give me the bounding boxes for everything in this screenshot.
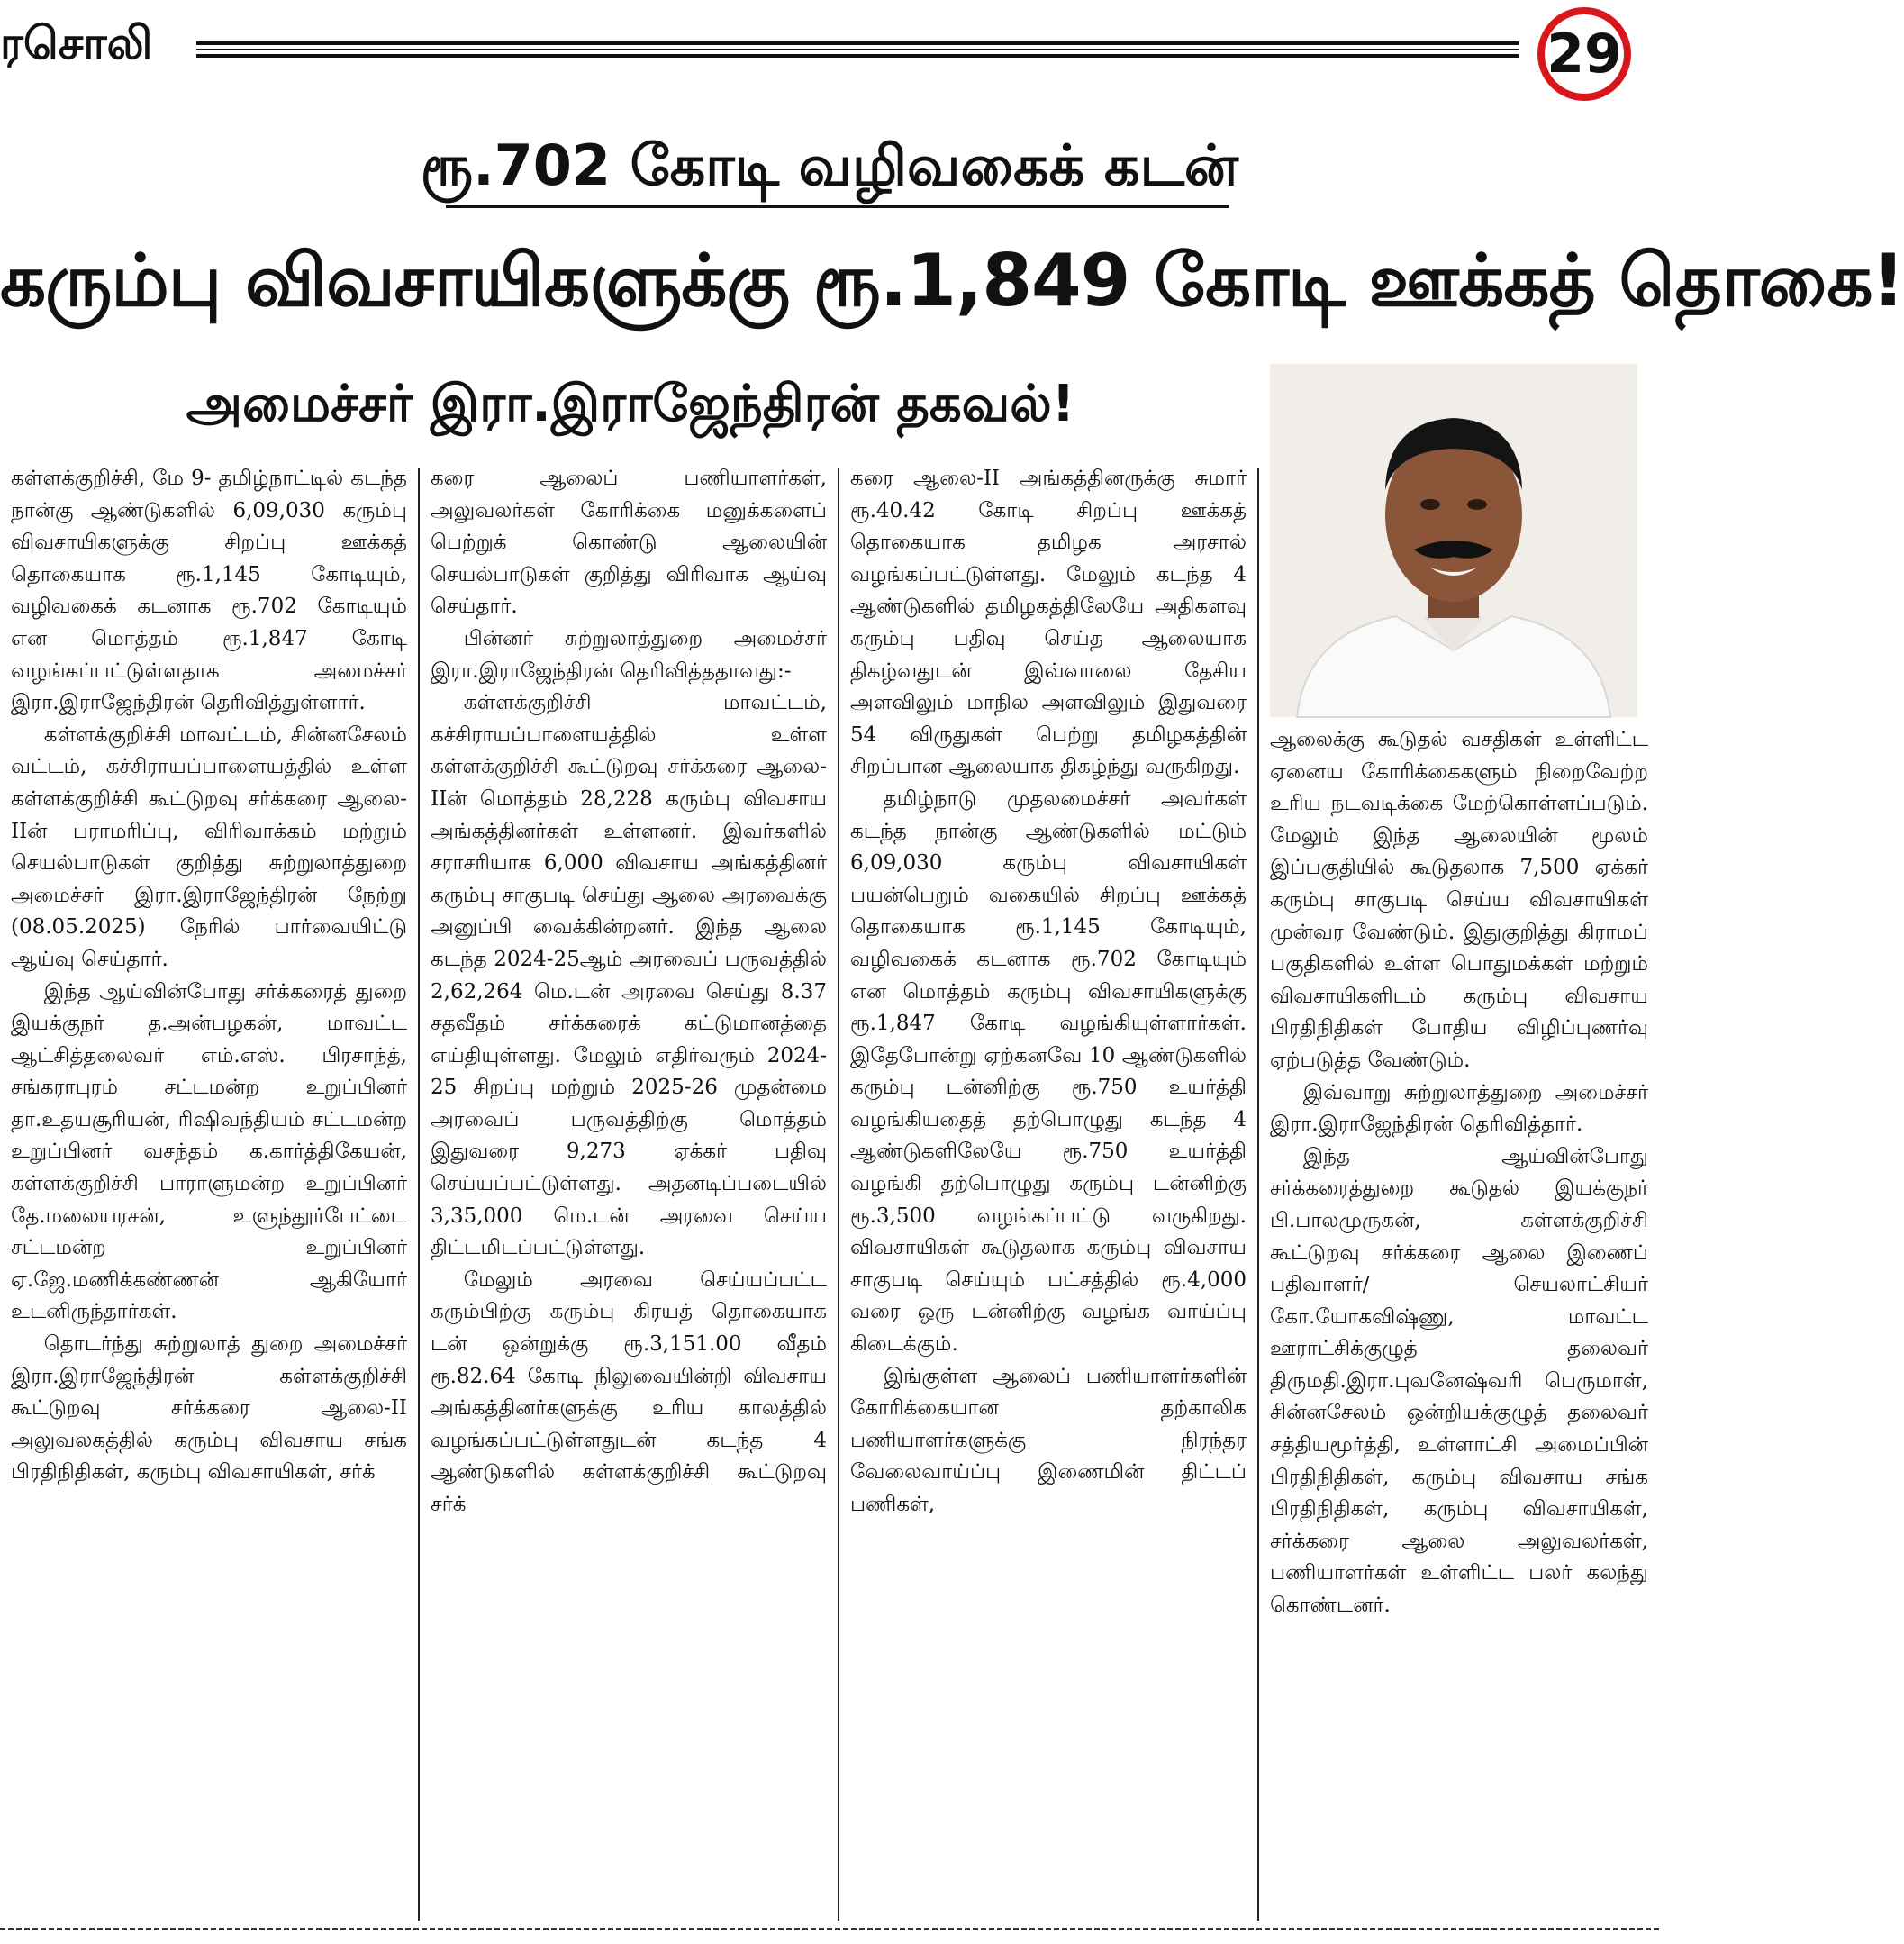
paragraph: கரை ஆலைப் பணியாளர்கள், அலுவலர்கள் கோரிக்கை மனுக்களைப் பெற்றுக் கொண்டு ஆலையின் செயல்பாடுகள் குறித்து விரிவாக ஆய்வு செய்தார். xyxy=(431,467,827,619)
column-divider xyxy=(418,468,420,1921)
article-headline: கரும்பு விவசாயிகளுக்கு ரூ.1,849 கோடி ஊக்கத் தொகை! xyxy=(0,239,1904,322)
paragraph: ஆலைக்கு கூடுதல் வசதிகள் உள்ளிட்ட ஏனைய கோரிக்கைகளும் நிறைவேற்ற உரிய நடவடிக்கை மேற்கொள்ளப்படும். மேலும் இந்த ஆலையின் மூலம் இப்பகுதியில் கூடுதலாக 7,500 ஏக்கர் கரும்பு சாகுபடி செய்ய விவசாயிகள் முன்வர வேண்டும். இதுகுறித்து கிராமப் பகுதிகளில் உள்ள பொதுமக்கள் மற்றும் விவசாயிகளிடம் கரும்பு விவசாய பிரதிநிதிகள் போதிய விழிப்புணர்வு ஏற்படுத்த வேண்டும். xyxy=(1270,728,1648,1072)
newspaper-name: ரசொலி xyxy=(0,17,153,69)
article-kicker: ரூ.702 கோடி வழிவகைக் கடன் xyxy=(420,132,1239,198)
article-column-1 xyxy=(11,463,407,1921)
column-divider xyxy=(1257,468,1259,1921)
page-bottom-rule xyxy=(0,1928,1659,1930)
page-number-badge: 29 xyxy=(1537,7,1631,101)
paragraph: கள்ளக்குறிச்சி, மே 9- தமிழ்நாட்டில் கடந்த நான்கு ஆண்டுகளில் 6,09,030 கரும்பு விவசாயிகளுக்கு சிறப்பு ஊக்கத் தொகையாக ரூ.1,145 கோடியும், வழிவகைக் கடனாக ரூ.702 கோடியும் என மொத்தம் ரூ.1,847 கோடி வழங்கப்பட்டுள்ளதாக அமைச்சர் இரா.இராஜேந்திரன் தெரிவித்துள்ளார். xyxy=(11,467,407,715)
paragraph: இந்த ஆய்வின்போது சர்க்கரைத்துறை கூடுதல் இயக்குநர் பி.பாலமுருகன், கள்ளக்குறிச்சி கூட்டுறவு சர்க்கரை ஆலை இணைப் பதிவாளர்/ செயலாட்சியர் கோ.யோகவிஷ்ணு, மாவட்ட ஊராட்சிக்குழுத் தலைவர் திருமதி.இரா.புவனேஷ்வரி பெருமாள், சின்னசேலம் ஒன்றியக்குழுத் தலைவர் சத்தியமூர்த்தி, உள்ளாட்சி அமைப்பின் பிரதிநிதிகள், கரும்பு விவசாய சங்க பிரதிநிதிகள், கரும்பு விவசாயிகள், சர்க்கரை ஆலை அலுவலர்கள், பணியாளர்கள் உள்ளிட்ட பலர் கலந்து கொண்டனர். xyxy=(1270,1144,1648,1618)
kicker-underline xyxy=(446,205,1229,208)
paragraph: தமிழ்நாடு முதலமைச்சர் அவர்கள் கடந்த நான்கு ஆண்டுகளில் மட்டும் 6,09,030 கரும்பு விவசாயிகள் பயன்பெறும் வகையில் சிறப்பு ஊக்கத் தொகையாக ரூ.1,145 கோடியும், வழிவகைக் கடனாக ரூ.702 கோடியும் என மொத்தம் கரும்பு விவசாயிகளுக்கு ரூ.1,847 கோடி வழங்கியுள்ளார்கள். இதேபோன்று ஏற்கனவே 10 ஆண்டுகளில் கரும்பு டன்னிற்கு ரூ.750 உயர்த்தி வழங்கியதைத் தற்பொழுது கடந்த 4 ஆண்டுகளிலேயே ரூ.750 உயர்த்தி வழங்கி தற்பொழுது கரும்பு டன்னிற்கு ரூ.3,500 வழங்கப்பட்டு வருகிறது. விவசாயிகள் கூடுதலாக கரும்பு விவசாய சாகுபடி செய்யும் பட்சத்தில் ரூ.4,000 வரை ஒரு டன்னிற்கு வழங்க வாய்ப்பு கிடைக்கும். xyxy=(850,786,1247,1357)
paragraph: இவ்வாறு சுற்றுலாத்துறை அமைச்சர் இரா.இராஜேந்திரன் தெரிவித்தார். xyxy=(1270,1080,1648,1137)
masthead xyxy=(0,0,1659,99)
paragraph: கள்ளக்குறிச்சி மாவட்டம், கச்சிராயப்பாளையத்தில் உள்ள கள்ளக்குறிச்சி கூட்டுறவு சர்க்கரை ஆலை-IIன் மொத்தம் 28,228 கரும்பு விவசாய அங்கத்தினர்கள் உள்ளனர். இவர்களில் சராசரியாக 6,000 விவசாய அங்கத்தினர் கரும்பு சாகுபடி செய்து ஆலை அரவைக்கு அனுப்பி வைக்கின்றனர். இந்த ஆலை கடந்த 2024-25ஆம் அரவைப் பருவத்தில் 2,62,264 மெ.டன் அரவை செய்து 8.37 சதவீதம் சர்க்கரைக் கட்டுமானத்தை எய்தியுள்ளது. மேலும் எதிர்வரும் 2024-25 சிறப்பு மற்றும் 2025-26 முதன்மை அரவைப் பருவத்திற்கு மொத்தம் இதுவரை 9,273 ஏக்கர் பதிவு செய்யப்பட்டுள்ளது. அதனடிப்படையில் 3,35,000 மெ.டன் அரவை செய்ய திட்டமிடப்பட்டுள்ளது. xyxy=(431,691,827,1260)
article-column-3 xyxy=(850,463,1247,1921)
article-subhead: அமைச்சர் இரா.இராஜேந்திரன் தகவல்! xyxy=(186,375,1075,433)
masthead-rules xyxy=(196,41,1519,61)
article-column-4 xyxy=(1270,724,1648,1921)
portrait-illustration xyxy=(1270,364,1637,717)
paragraph: இங்குள்ள ஆலைப் பணியாளர்களின் கோரிக்கையான தற்காலிக பணியாளர்களுக்கு நிரந்தர வேலைவாய்ப்பு இணைமின் திட்டப் பணிகள், xyxy=(850,1364,1247,1516)
paragraph: தொடர்ந்து சுற்றுலாத் துறை அமைச்சர் இரா.இராஜேந்திரன் கள்ளக்குறிச்சி கூட்டுறவு சர்க்கரை ஆலை-II அலுவலகத்தில் கரும்பு விவசாய சங்க பிரதிநிதிகள், கரும்பு விவசாயிகள், சர்க் xyxy=(11,1332,407,1485)
column-divider xyxy=(838,468,839,1921)
article-column-2 xyxy=(431,463,827,1921)
paragraph: கரை ஆலை-II அங்கத்தினருக்கு சுமார் ரூ.40.42 கோடி சிறப்பு ஊக்கத் தொகையாக தமிழக அரசால் வழங்கப்பட்டுள்ளது. மேலும் கடந்த 4 ஆண்டுகளில் தமிழகத்திலேயே அதிகளவு கரும்பு பதிவு செய்த ஆலையாக திகழ்வதுடன் இவ்வாலை தேசிய அளவிலும் மாநில அளவிலும் இதுவரை 54 விருதுகள் பெற்று தமிழகத்தின் சிறப்பான ஆலையாக திகழ்ந்து வருகிறது. xyxy=(850,467,1247,779)
paragraph: இந்த ஆய்வின்போது சர்க்கரைத் துறை இயக்குநர் த.அன்பழகன், மாவட்ட ஆட்சித்தலைவர் எம்.எஸ். பிரசாந்த், சங்கராபுரம் சட்டமன்ற உறுப்பினர் தா.உதயசூரியன், ரிஷிவந்தியம் சட்டமன்ற உறுப்பினர் வசந்தம் க.கார்த்திகேயன், கள்ளக்குறிச்சி பாராளுமன்ற உறுப்பினர் தே.மலையரசன், உளுந்தூர்பேட்டை சட்டமன்ற உறுப்பினர் ஏ.ஜே.மணிக்கண்ணன் ஆகியோர் உடனிருந்தார்கள். xyxy=(11,979,407,1324)
paragraph: பின்னர் சுற்றுலாத்துறை அமைச்சர் இரா.இராஜேந்திரன் தெரிவித்ததாவது:- xyxy=(431,626,827,683)
paragraph: கள்ளக்குறிச்சி மாவட்டம், சின்னசேலம் வட்டம், கச்சிராயப்பாளையத்தில் உள்ள கள்ளக்குறிச்சி கூட்டுறவு சர்க்கரை ஆலை-IIன் பராமரிப்பு, விரிவாக்கம் மற்றும் செயல்பாடுகள் குறித்து சுற்றுலாத்துறை அமைச்சர் இரா.இராஜேந்திரன் நேற்று (08.05.2025) நேரில் பார்வையிட்டு ஆய்வு செய்தார். xyxy=(11,722,407,971)
minister-photo xyxy=(1270,364,1637,717)
paragraph: மேலும் அரவை செய்யப்பட்ட கரும்பிற்கு கரும்பு கிரயத் தொகையாக டன் ஒன்றுக்கு ரூ.3,151.00 வீதம் ரூ.82.64 கோடி நிலுவையின்றி விவசாய அங்கத்தினர்களுக்கு உரிய காலத்தில் வழங்கப்பட்டுள்ளதுடன் கடந்த 4 ஆண்டுகளில் கள்ளக்குறிச்சி கூட்டுறவு சர்க் xyxy=(431,1267,827,1516)
